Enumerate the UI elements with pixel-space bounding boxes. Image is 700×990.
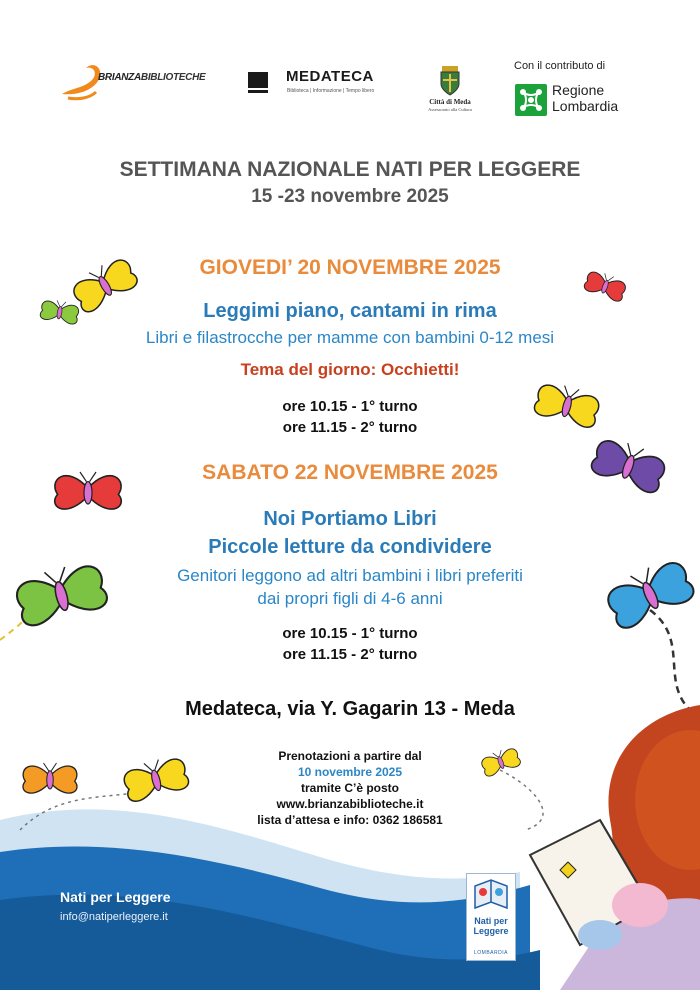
contributo-label: Con il contributo di — [514, 60, 606, 72]
medateca-logo — [246, 68, 396, 108]
booking-line1: Prenotazioni a partire dal — [278, 749, 422, 763]
event1-subtitle: Libri e filastrocche per mamme con bambini 0-12 mesi — [145, 328, 555, 347]
medateca-subtitle: Biblioteca | Informazione | Tempo libero — [287, 88, 375, 94]
regione-lombardia-icon — [515, 84, 547, 116]
event2-day: SABATO 22 NOVEMBRE 2025 — [202, 461, 498, 484]
npl-book-icon — [471, 878, 511, 914]
event1-theme: Tema del giorno: Occhietti! — [240, 360, 460, 379]
week-title: SETTIMANA NAZIONALE NATI PER LEGGERE — [119, 158, 581, 181]
booking-line3: tramite C’è posto — [300, 781, 399, 795]
event1-day: GIOVEDI’ 20 NOVEMBRE 2025 — [199, 256, 501, 279]
brianza-word: BRIANZA — [98, 72, 141, 83]
brianza-logo-text — [98, 72, 205, 83]
event2-times — [0, 623, 700, 665]
regione-word: Regione — [552, 82, 605, 98]
npl-footer-title: Nati per Leggere — [60, 889, 171, 905]
booking-info — [0, 748, 700, 828]
medateca-logo-bar — [248, 90, 268, 93]
event2-subtitle2: dai propri figli di 4-6 anni — [257, 589, 443, 608]
regione-lombardia-name — [552, 82, 618, 114]
event1-title: Leggimi piano, cantami in rima — [203, 300, 497, 322]
booking-date: 10 novembre 2025 — [297, 765, 403, 779]
event1-time1: ore 10.15 - 1° turno — [282, 398, 418, 415]
meda-city-name: Città di Meda — [429, 98, 471, 106]
event2-title1: Noi Portiamo Libri — [263, 508, 437, 530]
booking-website-link[interactable]: www.brianzabiblioteche.it — [276, 797, 424, 811]
brianza-biblioteche-logo — [58, 58, 218, 104]
npl-logo-line2: Leggere — [473, 926, 509, 936]
npl-logo-text — [467, 916, 515, 936]
event2-subtitle1: Genitori leggono ad altri bambini i libri preferiti — [177, 566, 523, 585]
npl-logo-region: LOMBARDIA — [474, 950, 508, 956]
booking-info-phone: lista d’attesa e info: 0362 186581 — [257, 813, 443, 827]
npl-footer-email[interactable]: info@natiperleggere.it — [60, 911, 168, 923]
npl-logo-line1: Nati per — [474, 916, 508, 926]
lombardia-word: Lombardia — [552, 98, 619, 114]
rosa-camuna-icon — [515, 84, 547, 116]
citta-di-meda-logo — [410, 66, 490, 118]
nati-per-leggere-lombardia-logo — [466, 873, 516, 961]
event2-title2: Piccole letture da condividere — [208, 536, 492, 558]
medateca-name: MEDATECA — [286, 68, 374, 85]
event1-times — [0, 396, 700, 438]
meda-department: Assessorato alla Cultura — [428, 107, 472, 112]
venue-address: Medateca, via Y. Gagarin 13 - Meda — [185, 698, 515, 720]
regione-lombardia-logo — [512, 60, 642, 120]
medateca-logo-icon — [248, 72, 268, 88]
meda-coat-of-arms-icon — [439, 66, 461, 96]
event2-time2: ore 11.15 - 2° turno — [282, 646, 418, 663]
event2-time1: ore 10.15 - 1° turno — [282, 625, 418, 642]
week-dates: 15 -23 novembre 2025 — [251, 186, 449, 207]
npl-logo-image — [471, 878, 511, 914]
event1-time2: ore 11.15 - 2° turno — [282, 419, 418, 436]
biblioteche-word: BIBLIOTECHE — [140, 72, 206, 83]
